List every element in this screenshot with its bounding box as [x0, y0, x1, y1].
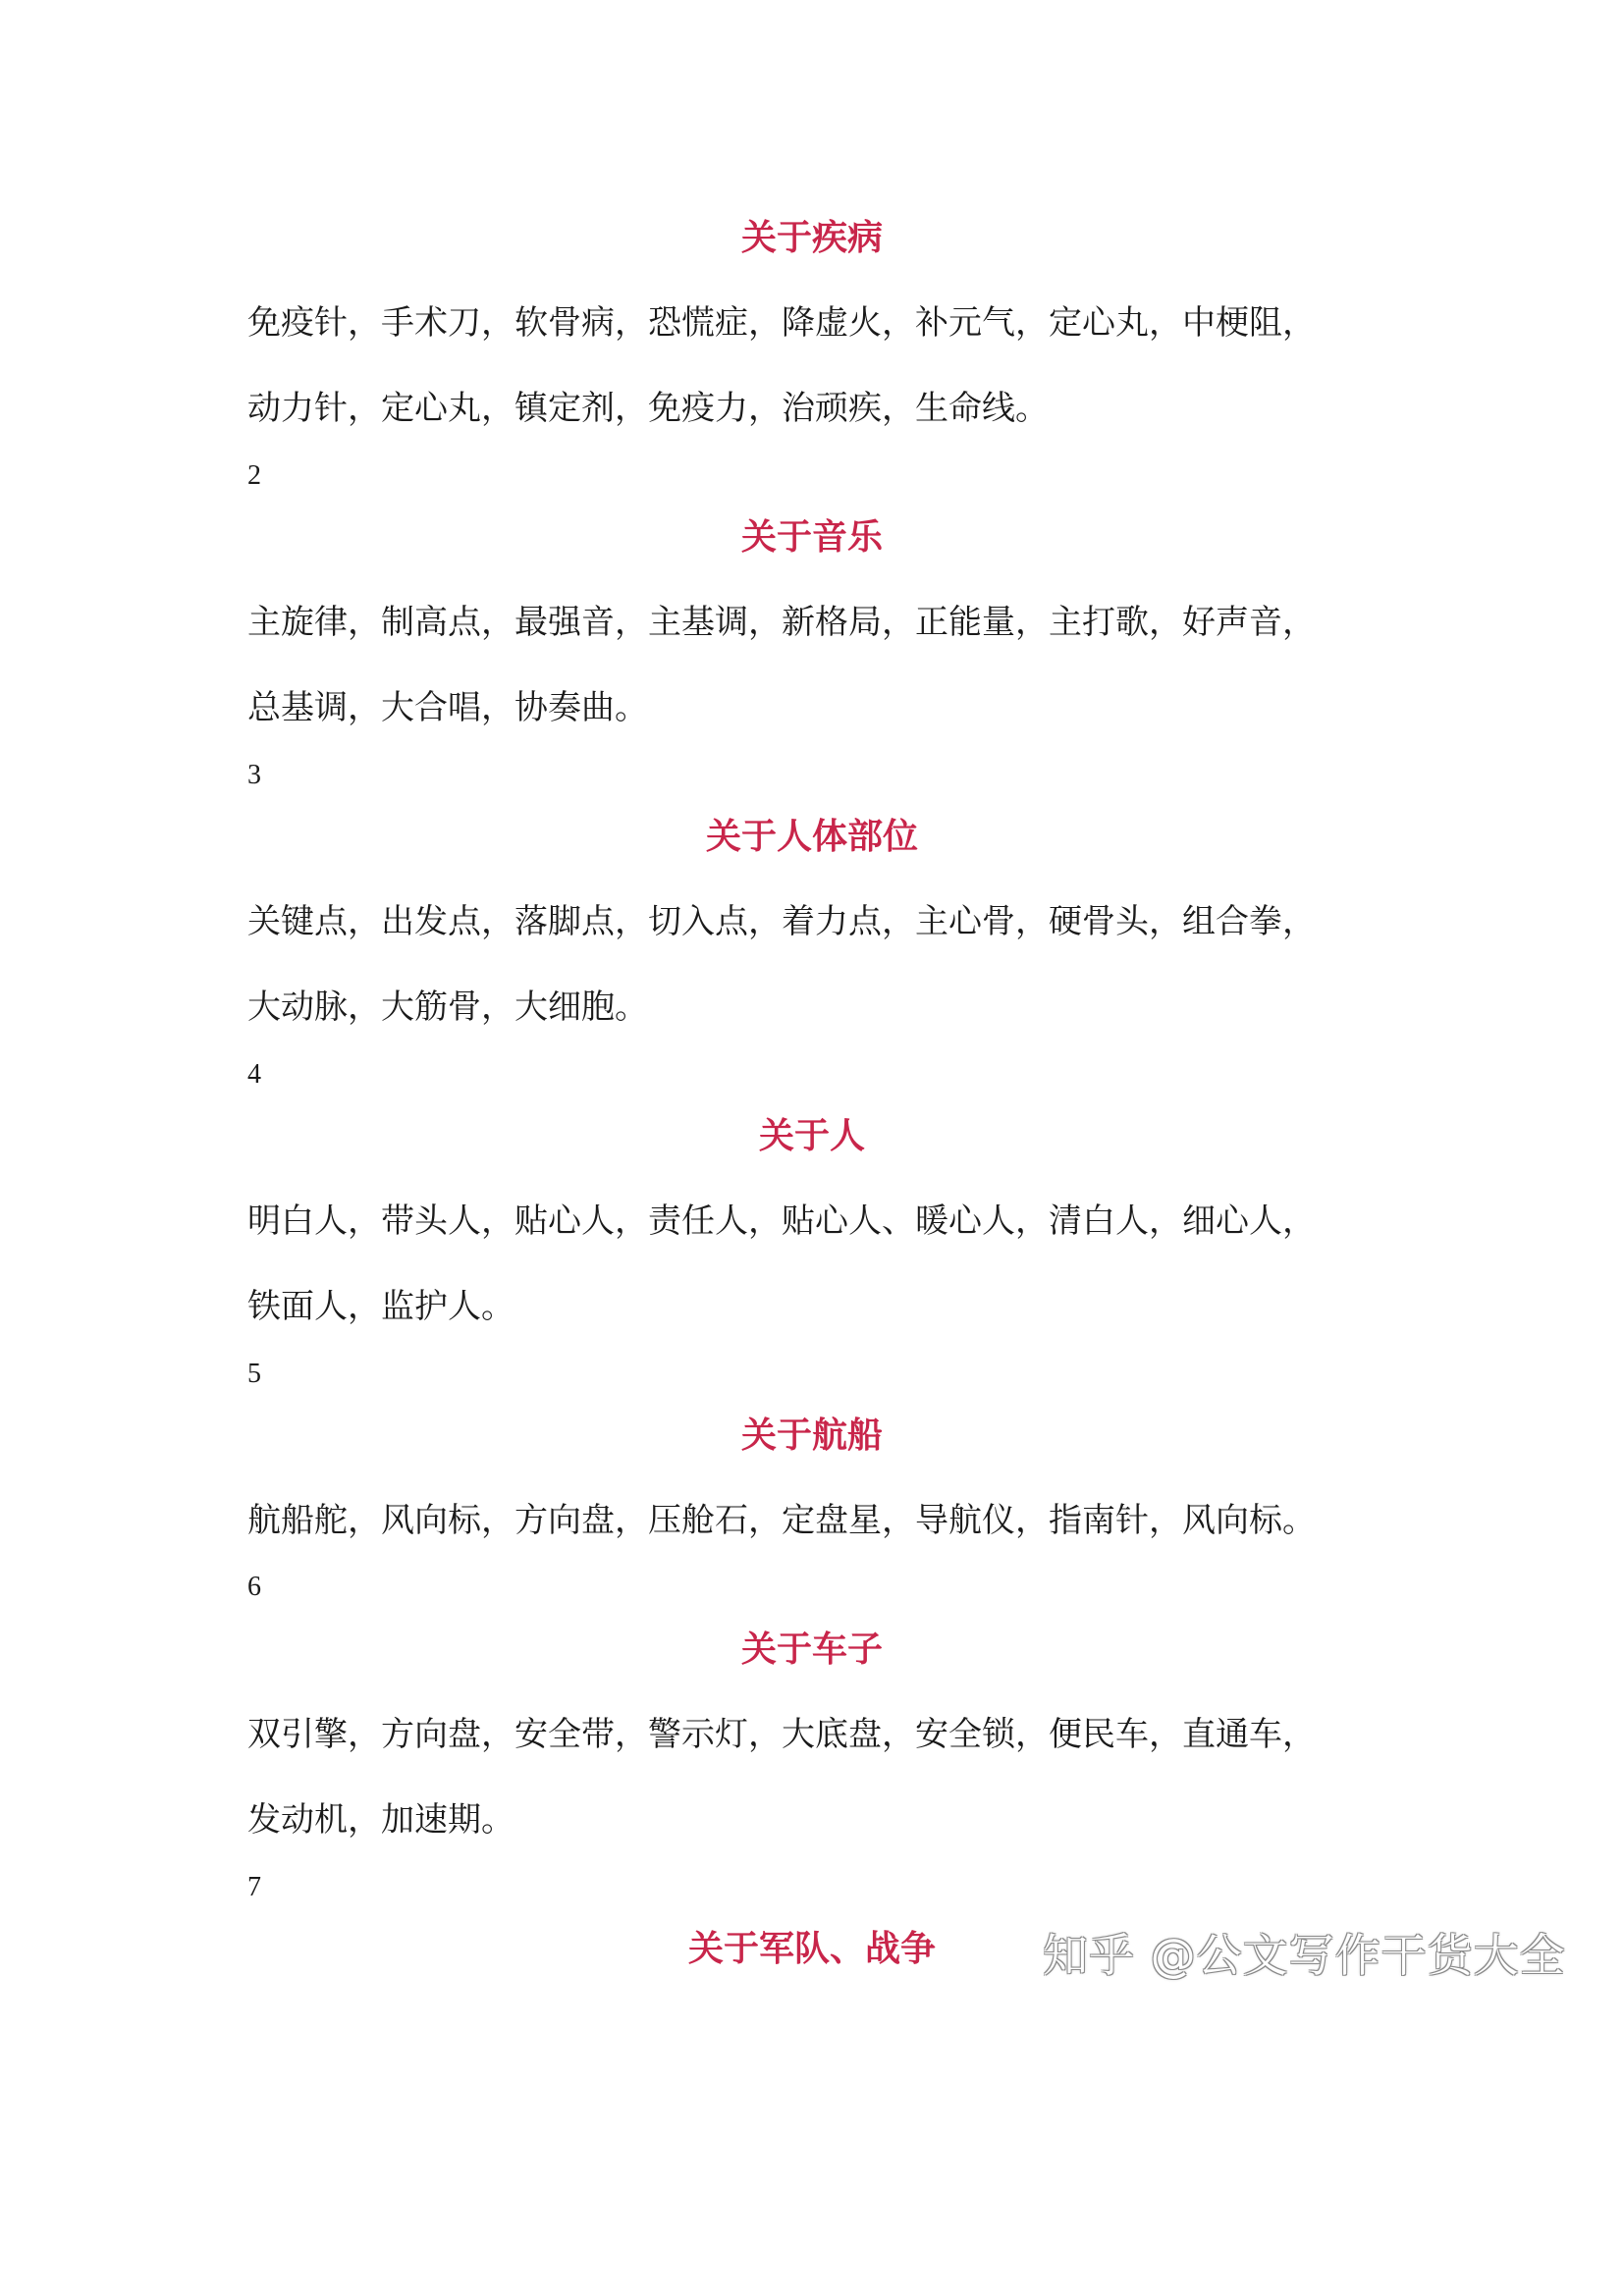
section-line: 明白人，带头人，贴心人，责任人，贴心人、暖心人，清白人，细心人，: [247, 1201, 1316, 1241]
section-heading-car: 关于车子: [740, 1629, 883, 1670]
section-line: 关键点，出发点，落脚点，切入点，着力点，主心骨，硬骨头，组合拳，: [247, 902, 1316, 941]
section-heading-ship: 关于航船: [740, 1415, 883, 1456]
section-number: 2: [247, 460, 261, 491]
section-line: 总基调，大合唱，协奏曲。: [247, 688, 648, 727]
section-heading-people: 关于人: [758, 1115, 865, 1156]
section-number: 5: [247, 1359, 261, 1389]
zhihu-watermark: 知乎 @公文写作干货大全: [1043, 1929, 1566, 1982]
section-number: 7: [247, 1872, 261, 1902]
section-heading-military: 关于军队、战争: [687, 1928, 936, 1969]
section-line: 航船舵，风向标，方向盘，压舱石，定盘星，导航仪，指南针，风向标。: [247, 1501, 1316, 1540]
section-number: 6: [247, 1572, 261, 1602]
section-line: 主旋律，制高点，最强音，主基调，新格局，正能量，主打歌，好声音，: [247, 603, 1316, 642]
section-heading-body-parts: 关于人体部位: [705, 816, 918, 857]
section-line: 发动机，加速期。: [247, 1800, 514, 1840]
section-line: 双引擎，方向盘，安全带，警示灯，大底盘，安全锁，便民车，直通车，: [247, 1715, 1316, 1754]
section-line: 大动脉，大筋骨，大细胞。: [247, 988, 648, 1027]
section-number: 3: [247, 760, 261, 790]
section-heading-disease: 关于疾病: [740, 217, 883, 258]
section-line: 免疫针，手术刀，软骨病，恐慌症，降虚火，补元气，定心丸，中梗阻，: [247, 303, 1316, 343]
section-line: 铁面人，监护人。: [247, 1287, 514, 1326]
section-heading-music: 关于音乐: [740, 516, 883, 558]
section-number: 4: [247, 1059, 261, 1090]
section-line: 动力针，定心丸，镇定剂，免疫力，治顽疾，生命线。: [247, 389, 1049, 428]
